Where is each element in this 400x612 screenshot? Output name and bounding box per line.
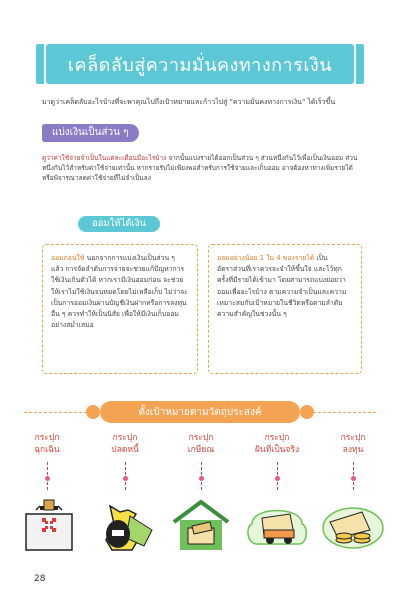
jar-label-line2: เกษียณ bbox=[187, 445, 215, 455]
jar-label-emergency bbox=[12, 432, 82, 456]
jar-label-line1: กระปุก bbox=[264, 433, 290, 443]
jar-label-dream bbox=[242, 432, 312, 456]
jar-label-line2: ปลดหนี้ bbox=[111, 445, 139, 455]
save-quarter-box bbox=[208, 244, 362, 374]
emergency-box-icon bbox=[14, 496, 84, 554]
jar-label-line1: กระปุก bbox=[340, 433, 366, 443]
save-quarter-title: ออมอย่างน้อย 1 ใน 4 ของรายได้ bbox=[217, 254, 315, 262]
save-first-box bbox=[42, 244, 198, 374]
jar-label-retirement bbox=[166, 432, 236, 456]
investment-coins-icon bbox=[318, 496, 388, 554]
save-heading: ออมให้ได้เงิน bbox=[78, 216, 160, 232]
page-title: เคล็ดลับสู่ความมั่นคงทางการเงิน bbox=[46, 44, 354, 84]
jar-label-debt bbox=[90, 432, 160, 456]
jar-dot bbox=[45, 476, 50, 481]
save-first-text: นอกจากการแบ่งเงินเป็นส่วน ๆ แล้ว การจัดลำดับการจ่ายจะช่วยแก้ปัญหาการใช้เงินเกินตัวได้ หากเรามีเงินออมก่อน จะช่วยให้เราไม่ใช้เงินจนหมดโดยไม่เหลือเก็บ ไม่ว่าจะเป็นการออมเงินผ่านบัญชีเงินฝากหรือการลงทุนอื่น ๆ ควรทำให้เป็นนิสัย เพื่อให้มีเงินเก็บออมอย่างสม่ำเสมอ bbox=[51, 254, 188, 330]
jar-dot bbox=[199, 476, 204, 481]
jar-dot bbox=[351, 476, 356, 481]
split-money-body: จากนั้นแบ่งรายได้ออกเป็นส่วน ๆ ส่วนหนึ่งกันไว้เพื่อเป็นเงินออม ส่วนหนึ่งกันไว้สำหรับค่าใช้จ่ายเท่านั้น หากรายรับไม่เพียงพอสำหรับการใช้จ่ายและเก็บออม อาจต้องหาทางเพิ่มรายได้ หรือพิจารณาลดค่าใช้จ่ายที่ไม่จำเป็นลง bbox=[42, 154, 358, 182]
split-money-lead: ดูว่าค่าใช้จ่ายจำเป็นในแต่ละเดือนมีอะไรบ้าง bbox=[42, 154, 167, 162]
jar-dot bbox=[123, 476, 128, 481]
save-first-title: ออมก่อนใช้ bbox=[51, 254, 85, 262]
jar-dot bbox=[275, 476, 280, 481]
jar-label-line2: ฝันที่เป็นจริง bbox=[254, 445, 300, 455]
save-quarter-text: เป็นอัตราส่วนที่เราควรจะจำให้ขึ้นใจ และไว้ทุกครั้งที่มีรายได้เข้ามา โดยสามารถแบ่งย่อยว่าออมเพื่ออะไรบ้าง ตามความจำเป็นและความเหมาะสมกับเป้าหมายในชีวิตหรือตามลำดับความสำคัญในช่วงนั้น ๆ bbox=[217, 254, 347, 319]
jar-label-line1: กระปุก bbox=[188, 433, 214, 443]
retirement-house-icon bbox=[166, 496, 236, 554]
jar-label-invest bbox=[318, 432, 388, 456]
goals-heading: ตั้งเป้าหมายตามวัตถุประสงค์ bbox=[100, 401, 300, 423]
dream-car-icon bbox=[242, 496, 312, 554]
jar-label-line2: ลงทุน bbox=[342, 445, 364, 455]
jar-label-line1: กระปุก bbox=[34, 433, 60, 443]
intro-text: มาดูว่าเคล็ดลับอะไรบ้างที่จะพาคุณไปถึงเป้าหมายและก้าวไปสู่ "ความมั่นคงทางการเงิน" ได้เร็วขึ้น bbox=[42, 98, 336, 106]
page-number: 28 bbox=[34, 574, 46, 584]
jar-label-line2: ฉุกเฉิน bbox=[34, 445, 60, 455]
split-money-paragraph bbox=[42, 153, 362, 183]
jar-label-line1: กระปุก bbox=[112, 433, 138, 443]
debt-bag-icon bbox=[90, 496, 160, 554]
section-heading-split-money: แบ่งเงินเป็นส่วน ๆ bbox=[42, 124, 139, 142]
